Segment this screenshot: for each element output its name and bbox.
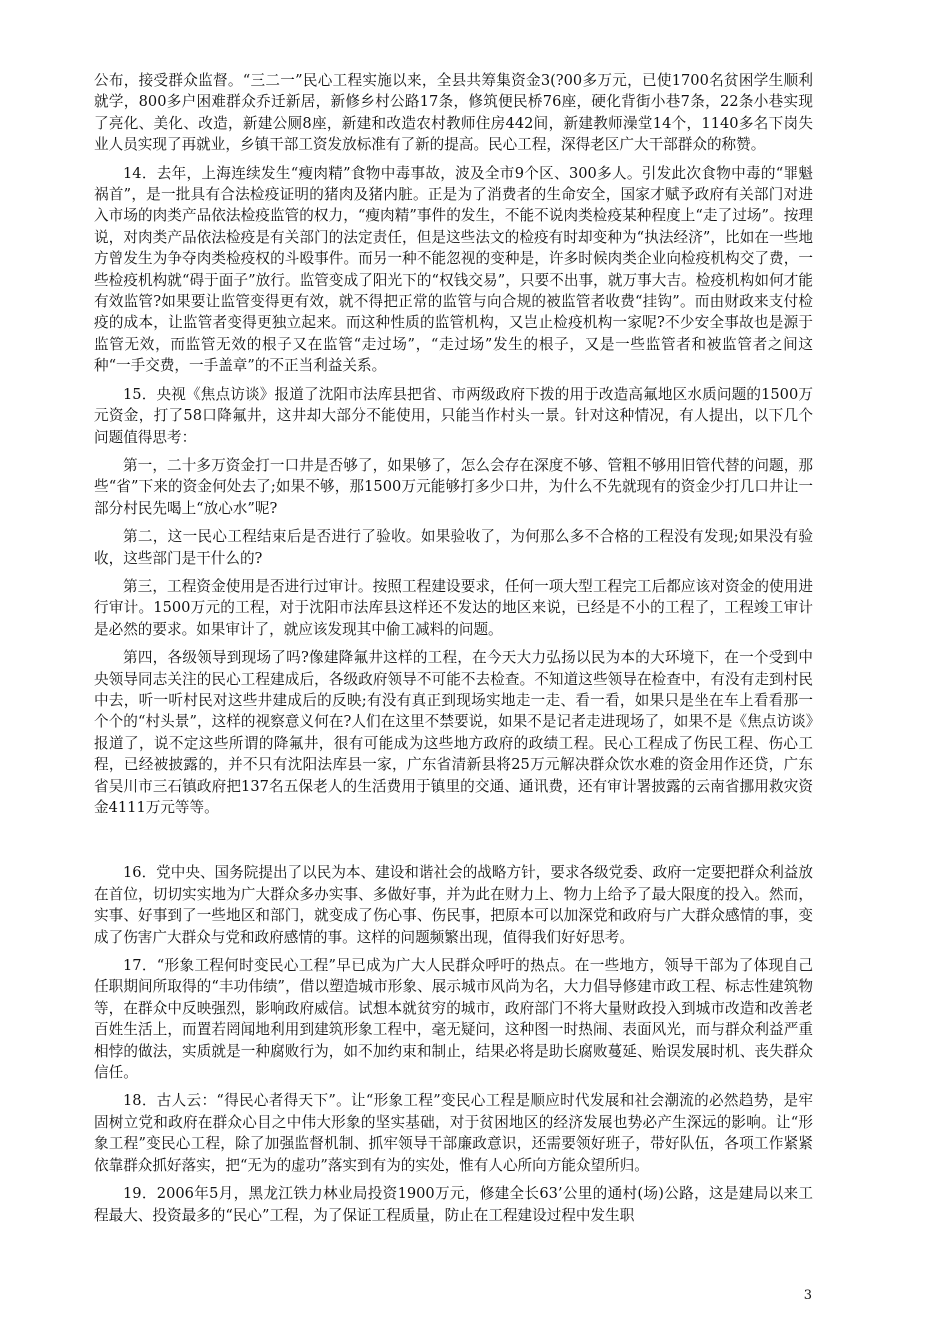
paragraph-19: 19．2006年5月，黑龙江铁力林业局投资1900万元，修建全长63’公里的通村(场)公路，这是建局以来工程最大、投资最多的“民心”工程，为了保证工程质量，防止在工程建设过程中发生职 xyxy=(94,1185,813,1224)
paragraph-14: 14．去年，上海连续发生“瘦肉精”食物中毒事故，波及全市9个区、300多人。引发此次食物中毒的“罪魁祸首”，是一批具有合法检疫证明的猪肉及猪内脏。正是为了消费者的生命安全，国家才赋予政府有关部门对进入市场的肉类产品依法检疫监管的权力，“瘦肉精”事件的发生，不能不说肉类检疫某种程度上“走了过场”。按理说，对肉类产品依法检疫是有关部门的法定责任，但是这些法文的检疫有时却变种为“执法经济”，比如在一些地方曾发生为争夺肉类检疫权的斗殴事件。而另一种不能忽视的变种是，许多时候肉类企业向检疫机构交了费，一些检疫机构就“碍于面子”放行。监管变成了阳光下的“权钱交易”，只要不出事，就万事大吉。检疫机构如何才能有效监管?如果要让监管变得更有效，就不得把正常的监管与向合规的被监管者收费“挂钩”。而由财政来支付检疫的成本，让监管者变得更独立起来。而这种性质的监管机构，又岂止检疫机构一家呢?不少安全事故也是源于监管无效，而监管无效的根子又在监管“走过场”，“走过场”发生的根子，又是一些监管者和被监管者之间这种“一手交费，一手盖章”的不正当利益关系。 xyxy=(94,164,813,375)
paragraph-13-continued: 公布，接受群众监督。“三二一”民心工程实施以来，全县共筹集资金3(?00多万元，已使1700名贫困学生顺利就学，800多户困难群众乔迁新居，新修乡村公路17条，修筑便民桥76座，硬化背街小巷7条，22条小巷实现了亮化、美化、改造，新建公厕8座，新建和改造农村教师住房442间，新建教师澡堂14个，1140多名下岗失业人员实现了再就业，乡镇干部工资发放标准有了新的提高。民心工程，深得老区广大干部群众的称赞。 xyxy=(94,72,813,154)
page-number: 3 xyxy=(803,1288,812,1303)
document-page xyxy=(94,70,813,1226)
paragraph-17: 17．“形象工程何时变民心工程”早已成为广大人民群众呼吁的热点。在一些地方，领导干部为了体现自己任职期间所取得的“丰功伟绩”，借以塑造城市形象、展示城市风尚为名，大力倡导修建市政工程、标志性建筑物等，在群众中反映强烈，影响政府威信。试想本就贫穷的城市，政府部门不将大量财政投入到城市改造和改善老百姓生活上，而置若罔闻地利用到建筑形象工程中，毫无疑问，这种图一时热闹、表面风光，而与群众利益严重相悖的做法，实质就是一种腐败行为，如不加约束和制止，结果必将是助长腐败蔓延、贻误发展时机、丧失群众信任。 xyxy=(94,957,813,1082)
paragraph-15-point-3: 第三，工程资金使用是否进行过审计。按照工程建设要求，任何一项大型工程完工后都应该对资金的使用进行审计。1500万元的工程，对于沈阳市法库县这样还不发达的地区来说，已经是不小的工程了，工程竣工审计是必然的要求。如果审计了，就应该发现其中偷工减料的问题。 xyxy=(94,577,813,638)
paragraph-16: 16．党中央、国务院提出了以民为本、建设和谐社会的战略方针，要求各级党委、政府一定要把群众利益放在首位，切切实实地为广大群众多办实事、多做好事，并为此在财力上、物力上给予了最大限度的投入。然而，实事、好事到了一些地区和部门，就变成了伤心事、伤民事，把原本可以加深党和政府与广大群众感情的事，变成了伤害广大群众与党和政府感情的事。这样的问题频繁出现，值得我们好好思考。 xyxy=(94,864,813,946)
paragraph-15-point-2: 第二，这一民心工程结束后是否进行了验收。如果验收了，为何那么多不合格的工程没有发现;如果没有验收，这些部门是干什么的? xyxy=(94,528,813,567)
paragraph-15: 15．央视《焦点访谈》报道了沈阳市法库县把省、市两级政府下拨的用于改造高氟地区水质问题的1500万元资金，打了58口降氟井，这井却大部分不能使用，只能当作村头一景。针对这种情况，有人提出，以下几个问题值得思考： xyxy=(94,385,813,446)
paragraph-18: 18．古人云：“得民心者得天下”。让“形象工程”变民心工程是顺应时代发展和社会潮流的必然趋势，是牢固树立党和政府在群众心目之中伟大形象的坚实基础，对于贫困地区的经济发展也势必产生深远的影响。让“形象工程”变民心工程，除了加强监督机制、抓牢领导干部廉政意识，还需要领好班子，带好队伍，各项工作紧紧依靠群众抓好落实，把“无为的虚功”落实到有为的实处，惟有人心所向方能众望所归。 xyxy=(94,1092,813,1174)
paragraph-15-point-1: 第一，二十多万资金打一口井是否够了，如果够了，怎么会存在深度不够、管粗不够用旧管代替的问题，那些“省”下来的资金何处去了;如果不够，那1500万元能够打多少口井，为什么不先就现有的资金少打几口井让一部分村民先喝上“放心水”呢? xyxy=(94,456,813,517)
paragraph-15-point-4: 第四，各级领导到现场了吗?像建降氟井这样的工程，在今天大力弘扬以民为本的大环境下，在一个受到中央领导同志关注的民心工程建成后，各级政府领导不可能不去检查。不知道这些领导在检查中，有没有走到村民中去，听一听村民对这些井建成后的反映;有没有真正到现场实地走一走、看一看，如果只是坐在车上看看那一个个的“村头景”，这样的视察意义何在?人们在这里不禁要说，如果不是记者走进现场了，如果不是《焦点访谈》报道了，说不定这些所谓的降氟井，很有可能成为这些地方政府的政绩工程。民心工程成了伤民工程、伤心工程，已经被披露的，并不只有沈阳法库县一家，广东省清新县将25万元解决群众饮水难的资金用作还贷，广东省吴川市三石镇政府把137名五保老人的生活费用于镇里的交通、通讯费，还有审计署披露的云南省挪用救灾资金4111万元等等。 xyxy=(94,649,813,816)
